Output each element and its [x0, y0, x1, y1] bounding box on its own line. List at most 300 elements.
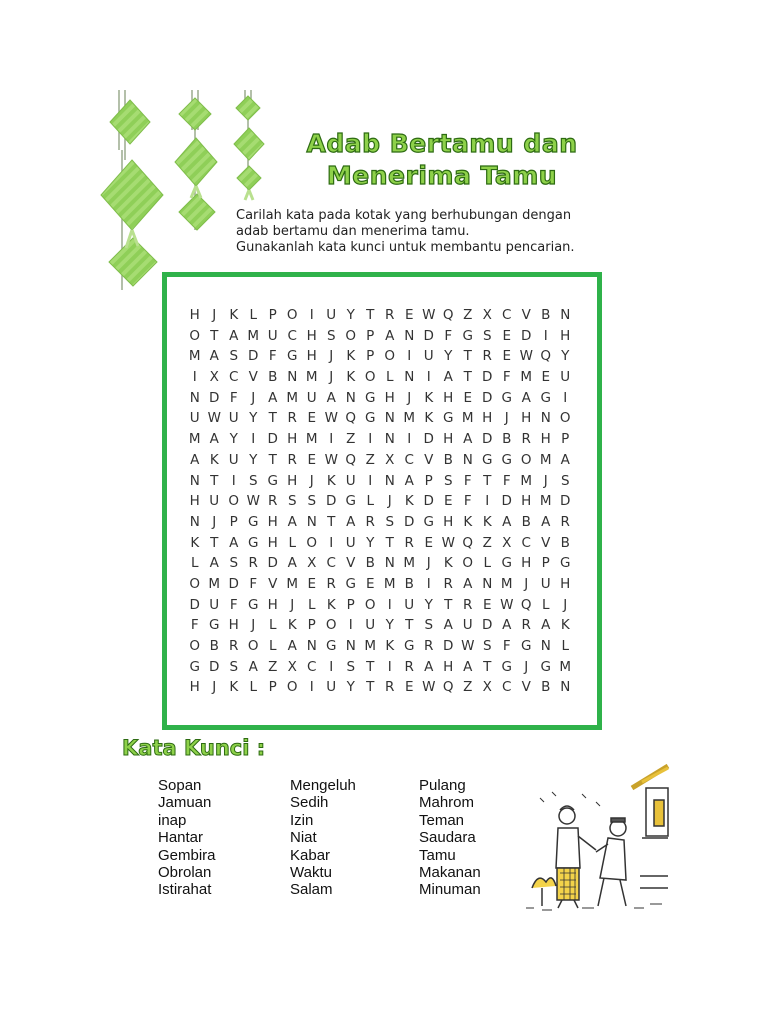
grid-cell: G [462, 327, 473, 344]
grid-cell: W [500, 596, 514, 613]
grid-cell: T [385, 534, 394, 551]
grid-cell: P [268, 307, 277, 323]
grid-cell: M [286, 389, 299, 406]
grid-cell: A [209, 348, 219, 365]
grid-cell: H [443, 431, 454, 448]
grid-cell: H [482, 410, 493, 427]
grid-cell: T [366, 679, 375, 696]
grid-cell: C [326, 555, 336, 572]
grid-cell: U [228, 451, 239, 468]
grid-cell: A [287, 555, 297, 572]
grid-cell: D [209, 658, 220, 675]
grid-cell: I [192, 369, 197, 386]
grid-cell: H [267, 534, 278, 551]
grid-cell: U [189, 410, 200, 427]
grid-cell: I [309, 307, 314, 323]
grid-cell: D [423, 493, 434, 510]
grid-cell: I [231, 472, 236, 489]
grid-cell: I [485, 493, 490, 510]
grid-cell: B [541, 679, 551, 696]
grid-cell: S [424, 617, 434, 634]
grid-cell: F [229, 389, 238, 406]
grid-cell: N [189, 472, 200, 489]
grid-cell: S [229, 555, 239, 572]
keyword-column-3 [419, 777, 481, 899]
grid-cell: B [521, 513, 531, 530]
grid-cell: M [305, 369, 318, 386]
kata-kunci-heading: Kata Kunci : [122, 736, 266, 760]
grid-cell: A [190, 451, 200, 468]
grid-cell: B [268, 369, 278, 386]
grid-cell: P [424, 472, 433, 489]
grid-cell: N [384, 410, 395, 427]
grid-cell: W [422, 307, 436, 323]
grid-cell: E [404, 307, 414, 323]
grid-cell: Y [366, 534, 375, 551]
grid-cell: G [501, 555, 512, 572]
grid-cell: L [268, 638, 277, 654]
grid-cell: W [422, 679, 436, 696]
title-line-1: Adab Bertamu dan [306, 129, 578, 158]
grid-cell: E [502, 348, 512, 365]
grid-cell: R [229, 638, 239, 654]
grid-cell: J [407, 389, 412, 406]
grid-cell: B [443, 451, 453, 468]
grid-cell: I [368, 472, 373, 489]
grid-cell: G [501, 658, 512, 675]
keyword-item: Istirahat [158, 881, 212, 899]
grid-cell: R [385, 307, 395, 323]
title-line-2: Menerima Tamu [326, 161, 558, 190]
keyword-item: Makanan [419, 864, 481, 882]
grid-cell: J [329, 348, 334, 365]
grid-cell: A [287, 638, 297, 654]
grid-cell: I [407, 348, 412, 365]
grid-cell: J [290, 596, 295, 613]
grid-cell: H [287, 431, 298, 448]
grid-cell: Y [249, 451, 258, 468]
keyword-item: Niat [290, 829, 317, 847]
grid-cell: A [248, 658, 258, 675]
grid-cell: N [189, 513, 200, 530]
grid-cell: A [541, 513, 551, 530]
grid-cell: A [443, 617, 453, 634]
grid-cell: S [482, 638, 492, 654]
grid-cell: J [212, 307, 217, 323]
grid-cell: T [210, 534, 219, 551]
grid-cell: O [286, 679, 298, 696]
grid-cell: J [387, 493, 392, 510]
grid-cell: H [287, 472, 298, 489]
grid-cell: Q [345, 451, 357, 468]
grid-cell: D [267, 555, 278, 572]
grid-cell: Z [268, 658, 278, 675]
grid-cell: S [443, 472, 453, 489]
keyword-item: Mengeluh [290, 777, 356, 794]
grid-cell: I [387, 658, 392, 675]
grid-cell: E [502, 327, 512, 344]
grid-cell: I [387, 596, 392, 613]
grid-cell: R [287, 410, 297, 427]
grid-cell: S [385, 513, 395, 530]
grid-cell: J [329, 369, 334, 386]
grid-cell: U [462, 617, 473, 634]
grid-cell: L [249, 307, 258, 323]
grid-cell: N [404, 369, 415, 386]
grid-cell: I [329, 534, 334, 551]
grid-cell: F [502, 638, 511, 654]
grid-cell: M [559, 658, 572, 675]
grid-cell: M [403, 555, 416, 572]
grid-cell: H [189, 679, 200, 696]
grid-cell: V [521, 679, 531, 696]
grid-cell: L [385, 369, 394, 386]
grid-cell: F [502, 369, 511, 386]
keyword-item: Hantar [158, 829, 204, 847]
grid-cell: D [209, 389, 220, 406]
grid-cell: D [482, 369, 493, 386]
keyword-item: Obrolan [158, 864, 212, 882]
grid-cell: S [482, 327, 492, 344]
grid-cell: H [560, 575, 571, 592]
grid-cell: M [403, 410, 416, 427]
grid-cell: N [462, 451, 473, 468]
grid-cell: F [268, 348, 277, 365]
grid-cell: X [385, 451, 395, 468]
grid-cell: W [324, 451, 338, 468]
grid-cell: K [229, 307, 239, 323]
grid-cell: E [365, 575, 375, 592]
grid-cell: G [345, 575, 356, 592]
grid-cell: O [520, 451, 532, 468]
grid-cell: I [368, 431, 373, 448]
grid-cell: J [251, 617, 256, 634]
grid-cell: U [209, 493, 220, 510]
grid-cell: I [348, 617, 353, 634]
greeting-guests-illustration [522, 758, 670, 914]
grid-cell: F [190, 617, 199, 634]
grid-cell: H [267, 513, 278, 530]
grid-cell: G [326, 638, 337, 654]
grid-cell: R [268, 493, 278, 510]
grid-cell: A [326, 389, 336, 406]
keyword-item: Tamu [419, 846, 456, 864]
grid-cell: N [384, 431, 395, 448]
grid-cell: R [385, 679, 395, 696]
grid-cell: D [560, 493, 571, 510]
grid-cell: B [365, 555, 375, 572]
grid-cell: D [189, 596, 200, 613]
grid-cell: U [326, 679, 337, 696]
grid-cell: X [209, 369, 219, 386]
grid-cell: M [520, 472, 533, 489]
grid-cell: E [307, 410, 317, 427]
grid-cell: E [424, 534, 434, 551]
grid-cell: Y [444, 348, 453, 365]
grid-cell: W [207, 410, 221, 427]
grid-cell: A [424, 658, 434, 675]
grid-cell: X [307, 555, 317, 572]
grid-cell: N [540, 410, 551, 427]
grid-cell: O [189, 638, 201, 654]
grid-cell: L [561, 638, 570, 654]
grid-cell: I [543, 327, 548, 344]
grid-cell: M [188, 348, 201, 365]
grid-cell: T [327, 513, 336, 530]
grid-cell: J [524, 658, 529, 675]
keyword-item: Izin [290, 811, 314, 829]
grid-cell: C [502, 307, 512, 323]
grid-cell: A [209, 431, 219, 448]
grid-cell: H [306, 327, 317, 344]
grid-cell: F [463, 472, 472, 489]
grid-cell: B [404, 575, 414, 592]
grid-cell: V [346, 555, 356, 572]
grid-cell: D [482, 389, 493, 406]
grid-cell: E [307, 575, 317, 592]
grid-cell: F [249, 575, 258, 592]
grid-cell: T [366, 307, 375, 323]
grid-cell: M [286, 575, 299, 592]
grid-cell: U [326, 307, 337, 323]
grid-cell: K [482, 513, 492, 530]
grid-cell: I [426, 575, 431, 592]
greeting-guests-icon [522, 758, 670, 914]
keyword-item: Jamuan [158, 794, 212, 812]
grid-cell: V [541, 534, 551, 551]
grid-cell: H [521, 410, 532, 427]
grid-cell: U [560, 369, 571, 386]
grid-cell: G [404, 638, 415, 654]
grid-cell: O [228, 493, 240, 510]
grid-cell: K [346, 348, 356, 365]
grid-cell: R [521, 431, 531, 448]
grid-cell: J [309, 472, 314, 489]
grid-cell: D [482, 617, 493, 634]
grid-cell: T [210, 472, 219, 489]
grid-cell: O [559, 410, 571, 427]
grid-cell: D [443, 638, 454, 654]
grid-cell: A [385, 327, 395, 344]
word-search-grid [185, 305, 575, 698]
grid-cell: R [443, 575, 453, 592]
grid-cell: A [463, 575, 473, 592]
grid-cell: L [366, 493, 375, 510]
grid-cell: K [404, 493, 414, 510]
grid-cell: D [326, 493, 337, 510]
grid-cell: H [384, 389, 395, 406]
grid-cell: Z [346, 431, 356, 448]
grid-cell: S [287, 493, 297, 510]
grid-cell: O [247, 638, 259, 654]
grid-cell: G [248, 596, 259, 613]
grid-cell: B [502, 431, 512, 448]
grid-cell: N [306, 513, 317, 530]
grid-cell: Y [424, 596, 433, 613]
grid-cell: Q [462, 534, 474, 551]
keyword-item: Gembira [158, 846, 216, 864]
grid-cell: G [287, 348, 298, 365]
grid-cell: T [463, 348, 472, 365]
grid-cell: A [502, 513, 512, 530]
grid-cell: O [345, 327, 357, 344]
page-title [282, 128, 602, 192]
grid-cell: Z [365, 451, 375, 468]
grid-cell: E [463, 389, 473, 406]
grid-cell: K [385, 638, 395, 654]
grid-cell: S [346, 658, 356, 675]
keyword-item: Mahrom [419, 794, 475, 812]
grid-cell: G [248, 534, 259, 551]
grid-cell: J [251, 389, 256, 406]
grid-cell: K [326, 596, 336, 613]
keyword-item: inap [158, 811, 187, 829]
grid-cell: N [540, 638, 551, 654]
grid-cell: I [426, 369, 431, 386]
grid-cell: C [229, 369, 239, 386]
grid-cell: P [541, 555, 550, 572]
grid-cell: Y [385, 617, 394, 634]
grid-cell: A [463, 658, 473, 675]
grid-cell: I [329, 658, 334, 675]
grid-cell: L [288, 534, 297, 551]
grid-cell: W [461, 638, 475, 654]
grid-cell: G [423, 513, 434, 530]
grid-cell: K [346, 369, 356, 386]
grid-cell: D [501, 493, 512, 510]
grid-cell: H [443, 389, 454, 406]
grid-cell: I [309, 679, 314, 696]
grid-cell: P [268, 679, 277, 696]
grid-cell: G [540, 658, 551, 675]
grid-cell: Q [442, 679, 454, 696]
grid-cell: D [423, 431, 434, 448]
grid-cell: R [424, 638, 434, 654]
grid-cell: X [482, 679, 492, 696]
ketupat-icon [95, 90, 275, 300]
grid-cell: Q [520, 596, 532, 613]
grid-cell: H [443, 658, 454, 675]
grid-cell: M [247, 327, 260, 344]
grid-cell: Z [482, 534, 492, 551]
grid-cell: F [229, 596, 238, 613]
grid-cell: G [560, 555, 571, 572]
grid-cell: J [563, 596, 568, 613]
grid-cell: E [482, 596, 492, 613]
grid-cell: G [540, 389, 551, 406]
keyword-column-2 [290, 777, 356, 899]
grid-cell: D [248, 348, 259, 365]
grid-cell: K [463, 513, 473, 530]
grid-cell: T [268, 451, 277, 468]
grid-cell: A [346, 513, 356, 530]
grid-cell: D [521, 327, 532, 344]
grid-cell: A [463, 431, 473, 448]
grid-cell: N [189, 389, 200, 406]
grid-cell: H [228, 617, 239, 634]
grid-cell: C [307, 658, 317, 675]
grid-cell: P [346, 596, 355, 613]
keyword-item: Saudara [419, 829, 476, 847]
grid-cell: O [325, 617, 337, 634]
grid-cell: K [287, 617, 297, 634]
grid-cell: Q [442, 307, 454, 323]
grid-cell: M [188, 431, 201, 448]
grid-cell: D [228, 575, 239, 592]
grid-cell: L [249, 679, 258, 696]
grid-cell: P [366, 327, 375, 344]
ketupat-decoration [95, 90, 275, 300]
grid-cell: G [521, 638, 532, 654]
grid-cell: G [189, 658, 200, 675]
keyword-item: Salam [290, 881, 333, 899]
grid-cell: L [541, 596, 550, 613]
grid-cell: B [209, 638, 219, 654]
grid-cell: O [189, 575, 201, 592]
grid-cell: A [268, 389, 278, 406]
instructions [236, 208, 666, 256]
grid-cell: V [424, 451, 434, 468]
grid-cell: N [384, 555, 395, 572]
grid-cell: N [384, 472, 395, 489]
keyword-item: Minuman [419, 881, 481, 899]
grid-cell: G [501, 451, 512, 468]
grid-cell: M [539, 493, 552, 510]
grid-cell: N [482, 575, 493, 592]
grid-cell: R [365, 513, 375, 530]
grid-cell: V [521, 307, 531, 323]
grid-cell: Z [463, 679, 473, 696]
grid-cell: T [210, 327, 219, 344]
grid-cell: K [424, 410, 434, 427]
grid-cell: G [267, 472, 278, 489]
grid-cell: K [209, 451, 219, 468]
grid-cell: W [246, 493, 260, 510]
grid-cell: U [423, 348, 434, 365]
grid-cell: A [541, 617, 551, 634]
keyword-item: Kabar [290, 846, 331, 864]
grid-cell: D [423, 327, 434, 344]
grid-cell: E [404, 679, 414, 696]
grid-cell: B [541, 307, 551, 323]
grid-cell: A [229, 327, 239, 344]
grid-cell: R [521, 617, 531, 634]
grid-cell: G [365, 389, 376, 406]
grid-cell: B [560, 534, 570, 551]
grid-cell: D [482, 431, 493, 448]
grid-cell: K [326, 472, 336, 489]
grid-cell: O [384, 348, 396, 365]
grid-cell: H [267, 596, 278, 613]
grid-cell: J [543, 472, 548, 489]
grid-cell: U [345, 534, 356, 551]
word-search-box [162, 272, 602, 730]
grid-cell: U [306, 389, 317, 406]
grid-cell: J [212, 513, 217, 530]
grid-cell: I [251, 431, 256, 448]
keyword-item: Waktu [290, 864, 332, 882]
grid-cell: H [521, 493, 532, 510]
grid-cell: K [190, 534, 200, 551]
grid-cell: O [364, 369, 376, 386]
grid-cell: S [229, 658, 239, 675]
grid-cell: G [482, 451, 493, 468]
grid-cell: H [306, 348, 317, 365]
grid-cell: H [189, 493, 200, 510]
grid-cell: G [365, 410, 376, 427]
grid-cell: M [500, 575, 513, 592]
grid-cell: I [563, 389, 568, 406]
